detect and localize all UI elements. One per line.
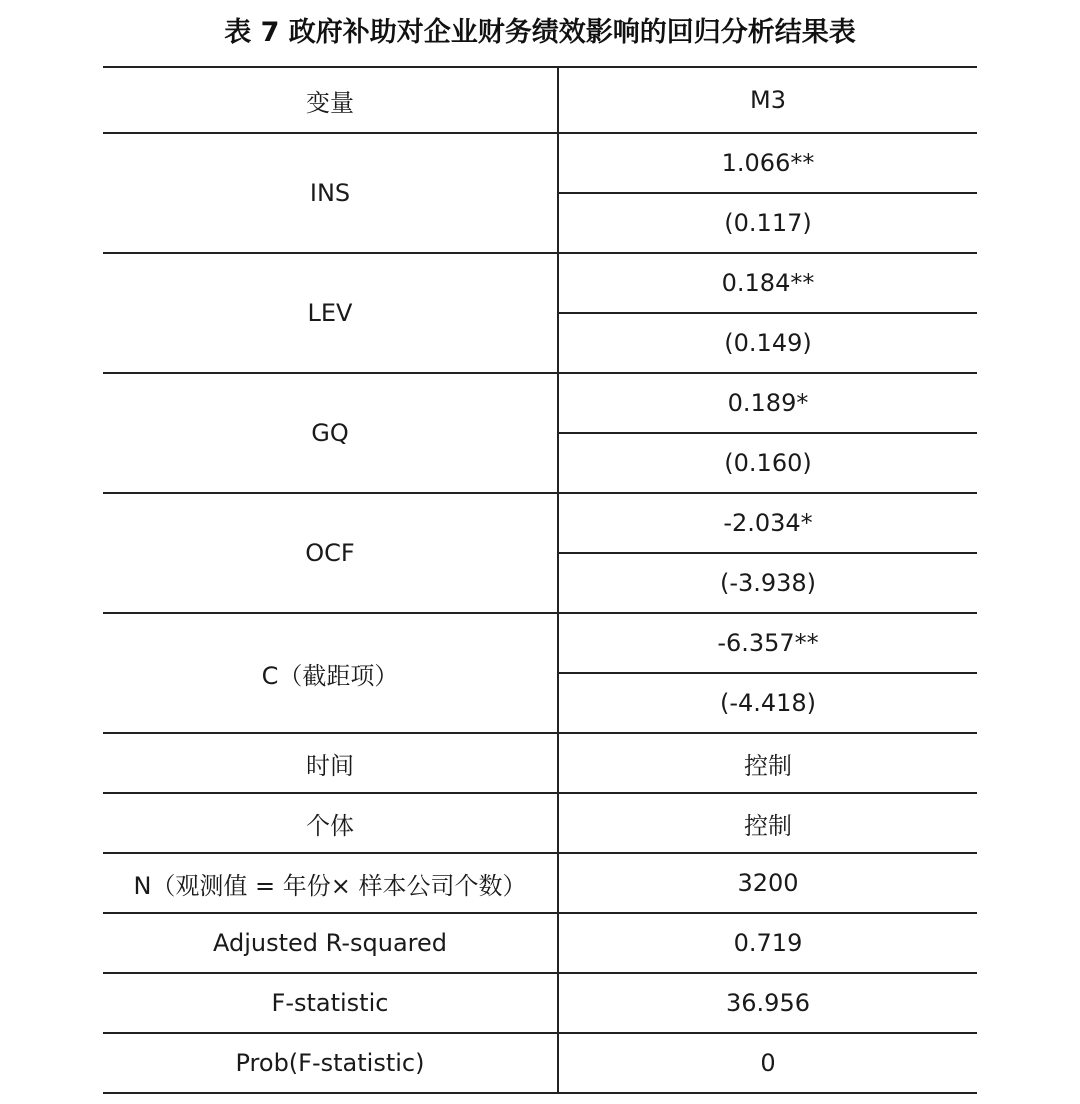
coefficient-value: 1.066** [558,133,977,193]
standard-error-value: (0.149) [558,313,977,373]
stat-label: Prob(F-statistic) [103,1033,558,1093]
table-row [103,733,977,793]
stat-value: 0 [558,1033,977,1093]
stat-label: 时间 [103,733,558,793]
variable-name: GQ [103,373,558,493]
coefficient-value: -2.034* [558,493,977,553]
header-model: M3 [558,67,977,133]
stat-value: 控制 [558,733,977,793]
coefficient-value: -6.357** [558,613,977,673]
stat-value: 0.719 [558,913,977,973]
table-row [103,793,977,853]
table-row [103,973,977,1033]
variable-name: LEV [103,253,558,373]
stat-value: 3200 [558,853,977,913]
table-row [103,613,977,673]
stat-value: 36.956 [558,973,977,1033]
regression-table [103,66,977,1094]
stat-label: F-statistic [103,973,558,1033]
standard-error-value: (0.117) [558,193,977,253]
table-row [103,373,977,433]
header-row [103,67,977,133]
coefficient-value: 0.189* [558,373,977,433]
variable-name: C（截距项） [103,613,558,733]
table-row [103,913,977,973]
table-row [103,853,977,913]
standard-error-value: (0.160) [558,433,977,493]
table-row [103,133,977,193]
stat-label: N（观测值 = 年份× 样本公司个数） [103,853,558,913]
variable-name: INS [103,133,558,253]
table-row [103,493,977,553]
standard-error-value: (-3.938) [558,553,977,613]
standard-error-value: (-4.418) [558,673,977,733]
coefficient-value: 0.184** [558,253,977,313]
table-title: 表 7 政府补助对企业财务绩效影响的回归分析结果表 [224,17,856,48]
stat-label: Adjusted R-squared [103,913,558,973]
table-row [103,1033,977,1093]
stat-label: 个体 [103,793,558,853]
header-variable: 变量 [103,67,558,133]
stat-value: 控制 [558,793,977,853]
variable-name: OCF [103,493,558,613]
table-row [103,253,977,313]
